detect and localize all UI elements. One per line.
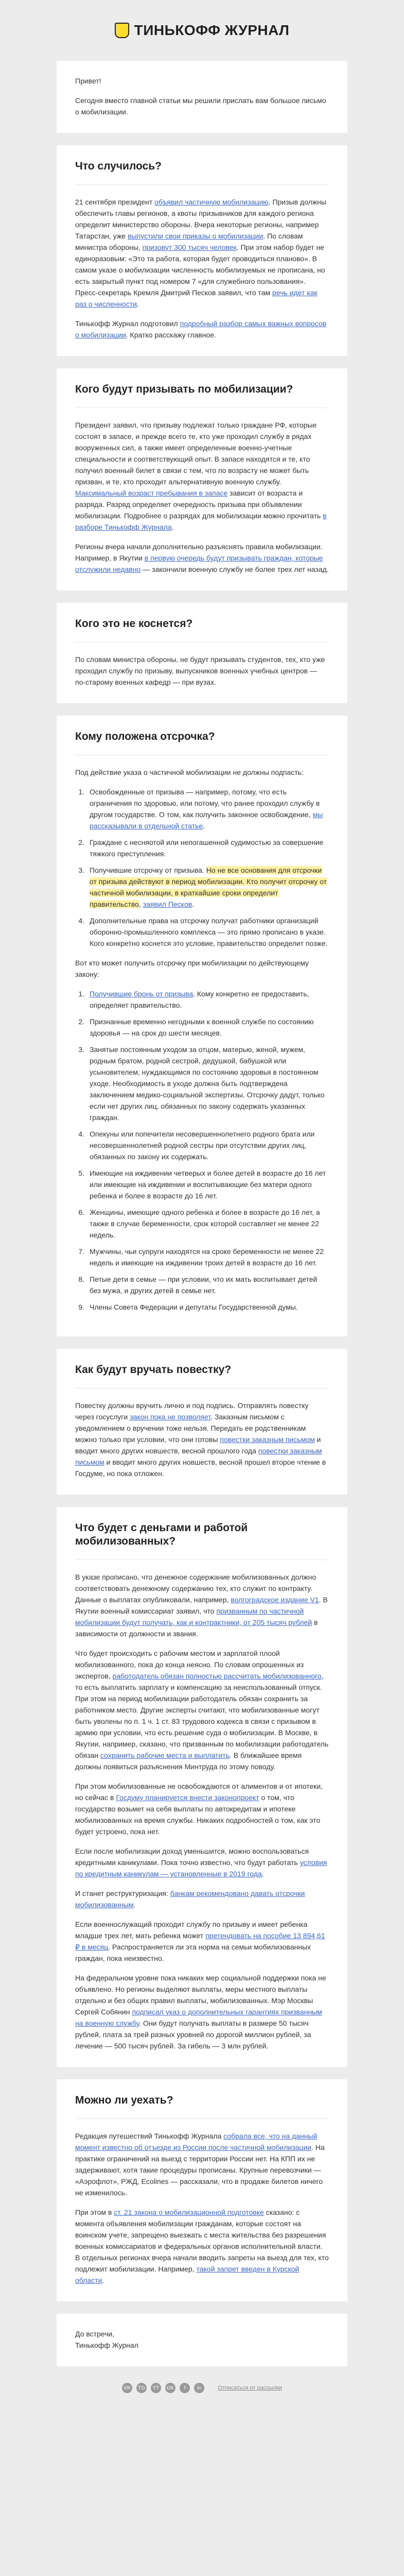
telegram-icon[interactable]: TG [136,2383,147,2393]
section-money-and-work [57,1507,347,2067]
paragraph: 21 сентября президент объявил частичную мобилизацию. Призыв должны обеспечить главы регионов, а квоты призывников для каждого региона определит министерство обороны. Вчера некоторые регионы, например Татарстан, уже выпустили свои приказы о мобилизации. По словам министра обороны, призовут 300 тысяч человек. При этом набор будет не единоразовым: «Это та работа, которая будет проводиться планово». В самом указе о мобилизации численность мобилизуемых не прописана, но есть закрытый пункт под номером 7 «для служебного пользования». Пресс-секретарь Кремля Дмитрий Песков заявил, что там речь идет как раз о численности. [75,198,326,308]
section-title: Что случилось? [75,160,162,172]
section-leaving [57,2079,347,2301]
shield-icon [115,23,129,38]
link[interactable]: сохранить рабочие места и выплатить [100,1751,230,1759]
section-deferment [57,716,347,1336]
link[interactable]: в первую очередь будут призывать граждан, которые отслужили недавно [75,554,323,573]
signoff [75,2328,329,2351]
intro-card [57,61,347,133]
paragraph: И станет реструктуризация: банкам рекомендовано давать отсрочки мобилизованным. [75,1889,305,1909]
section-who-will-be-called [57,368,347,590]
section-what-happened [57,145,347,356]
deferment-list-2 [75,988,329,1313]
list-item: 8. Петые дети в семье — при условии, что их мать воспитывает детей без мужа, и других детей в семье нет. [86,1274,329,1296]
section-title: Кого будут призывать по мобилизации? [75,383,293,395]
brand-logo[interactable] [115,22,290,39]
paragraph: Повестку должны вручить лично и под подпись. Отправлять повестку через госуслуги закон пока не позволяет. Заказным письмом с уведомлением о вручении тоже нельзя. Передать ее родственникам можно только при условии, что они готовы повестки заказным письмом и вводит много других новшеств, весной прошлого года повестки заказным письмом и вводит много других новшеств, весной прошел второе чтение в Госдуме, но пока отложен. [75,1401,326,1478]
link[interactable]: речь идет как раз о численности [75,289,318,308]
paragraph: При этом в ст. 21 закона о мобилизационной подготовке сказано: с момента объявления мобилизации гражданам, которые состоят на воинском учете, запрещено выезжать с места жительства без разрешения военных комиссариатов и федеральных органов исполнительной власти. В отдельных регионах вчера начали вводить запреты на выезд для тех, кто подлежит мобилизации. Например, такой запрет введен в Курской области. [75,2208,329,2284]
link[interactable]: условия по кредитным каникулам — установленные в 2019 года [75,1858,327,1878]
greeting: Привет! [75,77,101,85]
paragraph: Что будет происходить с рабочим местом и зарплатой плоой мобилизованного, пока до конца неясно. По словам опрошенных из экспертов, работодатель обязан полностью рассчитать мобилизованного, то есть выплатить зарплату и компенсацию за неиспользованный отпуск. При этом на период мобилизации работодатель обязан сохранить за работником место. Другие эксперты считают, что мобилизованные могут быть уволены по п. 1 ч. 1 ст. 83 трудового кодекса в связи с призывом в армию при условии, что есть решение суда о мобилизации. В Москве, в Якутии, например, сказано, что призванным по мобилизации работодатель обязан сохранить рабочие места и выплатить. В ближайшее время должны появиться разъяснения Минтруда по этому поводу. [75,1649,329,1771]
link[interactable]: заявил Песков [143,900,192,908]
link[interactable]: мы рассказывали в отдельной статье [90,810,323,830]
deferment-list-1 [75,786,329,949]
list-item: 4. Опекуны или попечители несовершеннолетнего родного брата или несовершеннолетней родной сестры при отсутствии других лиц, обязанных по закону их содержать. [86,1128,329,1162]
section-title: Кому положена отсрочка? [75,731,215,742]
paragraph: Тинькофф Журнал подготовил подробный разбор самых важных вопросов о мобилизации. Кратко расскажу главное. [75,319,327,339]
list-item: 4. Дополнительные права на отсрочку получат работники организаций оборонно-промышленного комплекса — это прямо прописано в указе. Кого конкретно коснется это условие, правительство определит позже. [86,915,329,949]
section-title: Можно ли уехать? [75,2094,173,2106]
paragraph: Президент заявил, что призыву подлежат только граждане РФ, которые состоят в запасе, и прежде всего те, кто уже проходил службу в рядах вооруженных сил, а также имеет определенные военно-учетные специальности и соответствующий опыт. В запасе находятся и те, кто получил военный билет в связи с тем, что по возрасту не может быть призван, и те, кто проходит альтернативную военную службу. Максимальный возраст пребывания в запасе зависит от возраста и разряда. Разряд определяет очередность призыва при объявлении мобилизации. Подробнее о разрядах для мобилизации можно прочитать в разборе Тинькофф Журнала. [75,421,327,531]
list-item: 2. Граждане с несняотой или непогашенной судимостью за совершение тяжкого преступления. [86,837,329,859]
list-item: 3. Получившие отсрочку от призыва. Но не все основания для отсрочки от призыва действуют в период мобилизации. Кто получит отсрочку от частичной мобилизации, в краткайшие сроки определит правительство, заявил Песков. [86,865,329,910]
paragraph: Редакция путешествий Тинькофф Журнала собрала все, что на данный момент известно об отъезде из России после частичной мобилизации. На практике ограничений на выезд с территории России нет. На КПП их не задерживают, хотя такие процедуры прописаны. Крупные перевозчики — «Аэрофлот», РЖД, Ecolines — рассказали, что в продаже билетов ничего не изменилось. [75,2132,325,2197]
facebook-icon[interactable]: f [180,2383,190,2393]
link[interactable]: собрала все, что на данный момент известно об отъезде из России после частичной мобилизации [75,2132,318,2151]
paragraph: Если военнослужащий проходит службу по призыву и имеет ребенка младше трех лет, мать ребенка может претендовать на пособие 13 894,61 ₽ в месяц. Распространяется ли эта норма на семьи мобилизованных граждан, пока неизвестно. [75,1920,325,1962]
list-item: 3. Занятые постоянным уходом за отцом, матерью, женой, мужем, родным братом, родной сестрой, дедушкой, бабушкой или усыновителем, нуждающимся по состоянию здоровья в постоянном уходе. Необходимость в уходе должна быть подтверждена заключением медико-социальной экспертизы. Отсрочку дадут, только если нет других лиц, обязанных по закону содержать указанных граждан. [86,1044,329,1123]
link[interactable]: такой запрет введен в Курской области [75,2265,300,2284]
section-title: Кого это не коснется? [75,618,193,630]
outro-card [57,2314,347,2366]
link[interactable]: подробный разбор самых важных вопросов о мобилизации [75,319,327,339]
odnoklassniki-icon[interactable]: OK [165,2383,175,2393]
section-title: Что будет с деньгами и работой мобилизованных? [75,1522,248,1547]
section-title: Как будут вручать повестку? [75,1364,232,1376]
paragraph: Регионы вчера начали дополнительно разъяснять правила мобилизации. Например, в Якутии в первую очередь будут призывать граждан, которые отслужили недавно — закончили военную службу не более трех лет назад. [75,543,329,573]
paragraph: При этом мобилизованные не освобождаются от алиментов и от ипотеки, но сейчас в Госдуму планируется внести законопроект о том, что государство возьмет на себя выплаты по автокредитам и ипотеке мобилизованных на время службы. Никаких подробностей о том, как это будет устроено, пока нет. [75,1782,323,1836]
link[interactable]: выпустили свои приказы о мобилизации [127,232,264,240]
list-item: 1. Получившие бронь от призыва. Кому конкретно ее предоставить, определяет правительство. [86,988,329,1011]
footer [0,2379,404,2395]
link[interactable]: объявил частичную мобилизацию [154,198,269,206]
link[interactable]: подписал указ о дополнительных гарантиях призванным на военную службу [75,2008,322,2027]
paragraph: Под действие указа о частичной мобилизации не должны подпасть: [75,768,304,776]
signoff-line-2: Тинькофф Журнал [75,2341,138,2349]
brand-logo-text: ТИНЬКОФФ ЖУРНАЛ [134,22,290,38]
link[interactable]: в разборе Тинькофф Журнала [75,512,327,531]
email-header [0,0,404,61]
link[interactable]: Максимальный возраст пребывания в запасе [75,489,228,497]
paragraph: На федеральном уровне пока никаких мер социальной поддержки пока не объявлено. Но регионы выделяют выплаты, меры местного выплаты отдельно и без общих правил выплаты, мобилизованных. Мэр Москвы Сергей Собянин подписал указ о дополнительных гарантиях призванным на военную службу. Они будут получать выплаты в размере 50 тысяч рублей, платa за трей разных уровней по дорогой миллион рублей, за лечение — 500 тысяч рублей. За гибель — 3 млн рублей. [75,1974,326,2050]
link[interactable]: банкам рекомендовано давать отсрочки мобилизованным [75,1889,305,1909]
section-summons [57,1349,347,1495]
link[interactable]: повестки заказным письмом [220,1435,315,1444]
section-who-exempt [57,603,347,703]
paragraph: Если после мобилизации доход уменьшится, можно воспользоваться кредитными каникулами. Пока точно известно, что будут работать условия по кредитным каникулам — установленные в 2019 года. [75,1847,327,1878]
intro-text: Сегодня вместо главной статьи мы решили прислать вам большое письмо о мобилизации. [75,96,326,116]
link[interactable]: повестки заказным письмом [75,1447,322,1466]
link[interactable]: призовут 300 тысяч человек [142,243,237,251]
list-item: 6. Женщины, имеющие одного ребенка и более в возрасте до 16 лет, а также в случае беременности, срок которой составляет не менее 22 недель. [86,1207,329,1241]
unsubscribe-link[interactable]: Отписаться от рассылки [218,2385,282,2391]
vk-icon[interactable]: VK [122,2383,132,2393]
list-item: 7. Мужчины, чьи супруги находятся на сроке беременности не менее 22 недель и имеющие на иждивении троих детей в возрасте до 16 лет. [86,1246,329,1268]
paragraph: По словам министра обороны, не будут призывать студентов, тех, кто уже проходил службу по призыву, выпускников военных учебных центров — по-старому военных кафедр — при вузах. [75,655,325,686]
list-item: 5. Имеющие на иждивении четверых и более детей в возрасте до 16 лет или имеющие на иждивении и воспитывающие без матери одного ребенка и более в возрасте до 16 лет. [86,1167,329,1201]
list-item: 2. Признанные временно негодными к военной службе по состоянию здоровья — на срок до шести месяцев. [86,1016,329,1039]
list-item: 9. Члены Совета Федерации и депутаты Государственной думы. [86,1301,329,1313]
link[interactable]: ст. 21 закона о мобилизационной подготовке [114,2208,264,2216]
youtube-icon[interactable]: YT [151,2383,161,2393]
list-item: 1. Освобожденные от призыва — например, потому, что есть ограничения по здоровью, или потому, что ранее проходил службу в другом государстве. О том, как получить законное освобождение, мы рассказывали в отдельной статье. [86,786,329,832]
signoff-line-1: До встречи, [75,2330,115,2338]
link[interactable]: волгоградское издание V1 [231,1596,319,1604]
link[interactable]: работодатель обязан полностью рассчитать мобилизованного [112,1672,322,1680]
linkedin-icon[interactable]: in [194,2383,204,2393]
link[interactable]: Госдуму планируется внести законопроект [116,1793,259,1802]
link[interactable]: закон пока не позволяет [130,1413,211,1421]
link[interactable]: призванным по частичной мобилизации будут получать, как и контрактники, от 205 тысяч рублей [75,1607,312,1626]
link[interactable]: претендовать на пособие 13 894,61 ₽ в месяц [75,1931,325,1951]
paragraph: Вот кто может получить отсрочку при мобилизации по действующему закону: [75,959,309,978]
paragraph: В указе прописано, что денежное содержание мобилизованных должно соответствовать денежному содержанию тех, кто служит по контракту. Данные о выплатах опубликовали, например, волгоградское издание V1. В Якутии военный комиссариат заявил, что призванным по частичной мобилизации будут получать, как и контрактники, от 205 тысяч рублей в зависимости от должности и звания. [75,1573,328,1638]
link[interactable]: Получившие бронь от призыва [90,990,194,998]
highlight: Но не все основания для отсрочки от призыва действуют в период мобилизации. Кто получит отсрочку от частичной мобилизации, в краткайшие сроки определит правительство [90,866,327,908]
